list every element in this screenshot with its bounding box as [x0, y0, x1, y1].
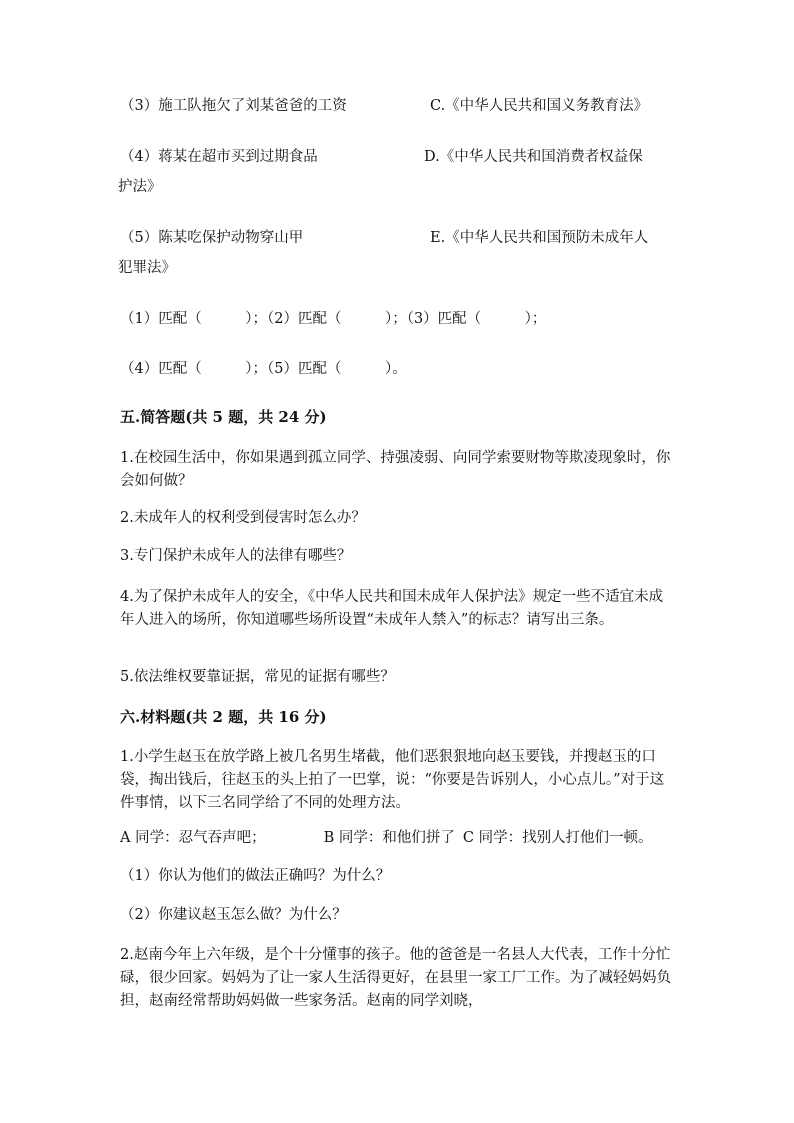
section-5-question-1: 1.在校园生活中，你如果遇到孤立同学、持强凌弱、向同学索要财物等欺凌现象时，你会如何做？ — [120, 450, 671, 489]
section-6-question-1-text: 1.小学生赵玉在放学路上被几名男生堵截，他们恶狠狠地向赵玉要钱，并搜赵玉的口袋，掏出钱后，往赵玉的头上拍了一巴掌，说：“你要是告诉别人，小心点儿。”对于这件事情，以下三名同学给了不同的处理方法。 — [120, 749, 665, 811]
matching-answer-line-2: （4）匹配（ ）；（5）匹配（ ）。 — [120, 361, 407, 377]
section-6-q1-options — [120, 828, 653, 848]
matching-item-5-right-cont: 犯罪法》 — [118, 260, 176, 276]
matching-answer-line-1: （1）匹配（ ）；（2）匹配（ ）；（3）匹配（ ）； — [120, 311, 547, 327]
section-5-question-3: 3.专门保护未成年人的法律有哪些？ — [120, 548, 352, 564]
matching-item-5-left: （5）陈某吃保护动物穿山甲 — [120, 230, 304, 246]
matching-item-5-right: E.《中华人民共和国预防未成年人 — [430, 230, 649, 246]
matching-item-4-right: D.《中华人民共和国消费者权益保 — [424, 149, 643, 165]
matching-item-3-left: （3）施工队拖欠了刘某爸爸的工资 — [120, 98, 347, 114]
matching-item-4-left: （4）蒋某在超市买到过期食品 — [120, 149, 318, 165]
section-6-title: 六.材料题(共 2 题，共 16 分) — [120, 708, 327, 726]
option-c: C 同学：找别人打他们一顿。 — [462, 830, 653, 846]
matching-item-3-right: C.《中华人民共和国义务教育法》 — [430, 98, 649, 114]
section-6-q1-sub-2: （2）你建议赵玉怎么做？为什么？ — [120, 907, 347, 923]
section-5-question-2: 2.未成年人的权利受到侵害时怎么办？ — [120, 510, 366, 526]
section-6-q1-sub-1: （1）你认为他们的做法正确吗？为什么？ — [120, 868, 391, 884]
section-5-question-4: 4.为了保护未成年人的安全，《中华人民共和国未成年人保护法》规定一些不适宜未成年人进入的场所，你知道哪些场所设置“未成年人禁入”的标志？请写出三条。 — [120, 589, 664, 628]
option-a: A 同学：忍气吞声吧； — [120, 830, 266, 846]
matching-item-4-right-cont: 护法》 — [118, 179, 162, 195]
section-5-question-5: 5.依法维权要靠证据，常见的证据有哪些？ — [120, 669, 395, 685]
option-b: B 同学：和他们拼了 — [323, 830, 455, 846]
section-6-question-2-text: 2.赵南今年上六年级，是个十分懂事的孩子。他的爸爸是一名县人大代表，工作十分忙碌，很少回家。妈妈为了让一家人生活得更好，在县里一家工厂工作。为了减轻妈妈负担，赵南经常帮助妈妈做一些家务活。赵南的同学刘晓， — [120, 947, 671, 1009]
section-5-title: 五.简答题(共 5 题，共 24 分) — [120, 408, 327, 426]
